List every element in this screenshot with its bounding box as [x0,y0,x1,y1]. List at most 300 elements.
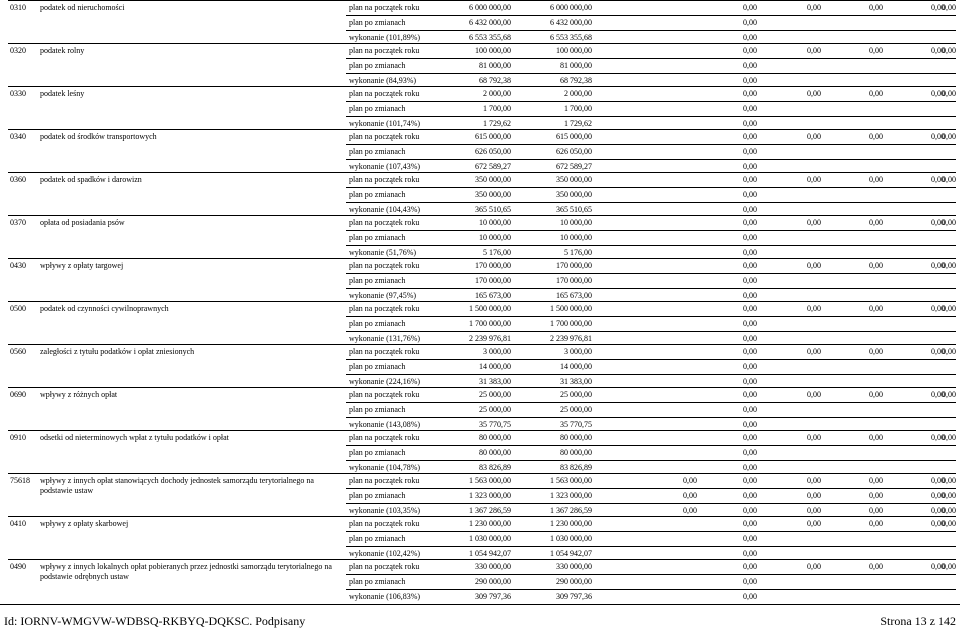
amount-cell: 0,00 [743,347,757,356]
amount-cell: 0,00 [931,519,945,528]
table-row [8,172,956,216]
amount-cell: 0,00 [743,390,757,399]
amount-cell: 0,00 [743,333,757,343]
amount-cell: 83 826,89 [479,462,511,472]
value-line [346,431,956,445]
amount-cell: 0,00 [743,462,757,472]
amount-cell: 0,00 [931,433,945,442]
classification-code: 0330 [10,89,26,98]
amount-cell: 0,00 [869,519,883,528]
income-name: podatek leśny [40,89,85,98]
amount-cell: 0,00 [743,61,757,71]
amount-cell: 0,00 [807,562,821,571]
value-line [346,173,956,187]
amount-cell: 0,00 [807,476,821,485]
amount-cell: 0,00 [743,46,757,55]
amount-cell: 1 030 000,00 [469,534,511,544]
amount-cell: 0,00 [942,562,956,571]
amount-cell: 14 000,00 [479,362,511,372]
amount-cell: 0,00 [869,132,883,141]
line-label: wykonanie (103,35%) [349,505,421,515]
line-label: plan po zmianach [349,104,406,114]
amount-cell: 1 230 000,00 [469,519,511,528]
amount-cell: 0,00 [869,261,883,270]
amount-cell: 0,00 [869,390,883,399]
amount-cell: 100 000,00 [556,46,592,55]
table-row [8,258,956,302]
amount-cell: 1 500 000,00 [469,304,511,313]
amount-cell: 35 770,75 [560,419,592,429]
line-label: wykonanie (102,42%) [349,548,421,558]
amount-cell: 0,00 [743,577,757,587]
amount-cell: 0,00 [743,548,757,558]
classification-code: 0560 [10,347,26,356]
line-label: plan po zmianach [349,405,406,415]
amount-cell: 615 000,00 [556,132,592,141]
amount-cell: 25 000,00 [479,390,511,399]
amount-cell: 672 589,27 [475,161,511,171]
amount-cell: 365 510,65 [556,204,592,214]
line-label: plan po zmianach [349,18,406,28]
amount-cell: 0,00 [807,89,821,98]
amount-cell: 290 000,00 [556,577,592,587]
amount-cell: 1 729,62 [483,118,511,128]
amount-cell: 80 000,00 [479,433,511,442]
table-row [8,215,956,259]
value-line [346,302,956,316]
amount-cell: 1 323 000,00 [469,491,511,501]
value-line [346,273,956,288]
amount-cell: 0,00 [942,390,956,399]
value-line [346,359,956,374]
amount-cell: 0,00 [743,491,757,501]
amount-cell: 0,00 [931,89,945,98]
amount-cell: 626 050,00 [475,147,511,157]
value-line [346,230,956,245]
value-line [346,560,956,574]
line-label: plan na początek roku [349,218,420,227]
classification-code: 0690 [10,390,26,399]
document-id: Id: IORNV-WMGVW-WDBSQ-RKBYQ-DQKSC. Podpisany [4,614,306,628]
amount-cell: 0,00 [931,390,945,399]
amount-cell: 6 000 000,00 [550,3,592,12]
amount-cell: 0,00 [869,433,883,442]
classification-code: 0310 [10,3,26,12]
amount-cell: 0,00 [942,476,956,485]
amount-cell: 5 176,00 [564,247,592,257]
amount-cell: 0,00 [807,304,821,313]
amount-cell: 0,00 [869,562,883,571]
amount-cell: 0,00 [869,347,883,356]
amount-cell: 0,00 [942,261,956,270]
amount-cell: 0,00 [743,132,757,141]
value-line [346,474,956,488]
amount-cell: 1 729,62 [564,118,592,128]
amount-cell: 1 030 000,00 [550,534,592,544]
value-line [346,574,956,589]
amount-cell: 0,00 [931,46,945,55]
amount-cell: 615 000,00 [475,132,511,141]
amount-cell: 31 383,00 [479,376,511,386]
amount-cell: 0,00 [807,218,821,227]
amount-cell: 0,00 [807,46,821,55]
amount-cell: 0,00 [743,319,757,329]
line-label: plan na początek roku [349,433,420,442]
line-label: plan po zmianach [349,147,406,157]
amount-cell: 0,00 [931,3,945,12]
amount-cell: 0,00 [869,304,883,313]
amount-cell: 1 700 000,00 [550,319,592,329]
value-line [346,388,956,402]
amount-cell: 0,00 [931,218,945,227]
value-line [346,87,956,101]
line-label: plan po zmianach [349,491,406,501]
amount-cell: 0,00 [869,218,883,227]
amount-cell: 0,00 [869,491,883,501]
line-label: wykonanie (97,45%) [349,290,417,300]
line-label: wykonanie (143,08%) [349,419,421,429]
amount-cell: 2 239 976,81 [550,333,592,343]
line-label: wykonanie (101,74%) [349,118,421,128]
amount-cell: 0,00 [807,519,821,528]
line-label: wykonanie (106,83%) [349,591,421,601]
value-line [346,144,956,159]
amount-cell: 0,00 [931,491,945,501]
classification-code: 0340 [10,132,26,141]
amount-cell: 309 797,36 [475,591,511,601]
amount-cell: 0,00 [869,89,883,98]
amount-cell: 3 000,00 [483,347,511,356]
line-label: plan po zmianach [349,577,406,587]
line-label: plan na początek roku [349,304,420,313]
amount-cell: 0,00 [683,476,697,485]
line-label: plan na początek roku [349,46,420,55]
amount-cell: 1 367 286,59 [550,505,592,515]
amount-cell: 1 054 942,07 [469,548,511,558]
amount-cell: 0,00 [869,175,883,184]
amount-cell: 0,00 [931,175,945,184]
amount-cell: 0,00 [807,3,821,12]
table-row [8,301,956,345]
value-line [346,101,956,116]
amount-cell: 1 563 000,00 [550,476,592,485]
value-line [346,488,956,503]
amount-cell: 0,00 [743,534,757,544]
amount-cell: 80 000,00 [560,448,592,458]
amount-cell: 0,00 [931,304,945,313]
amount-cell: 672 589,27 [556,161,592,171]
amount-cell: 6 432 000,00 [469,18,511,28]
amount-cell: 6 432 000,00 [550,18,592,28]
amount-cell: 2 000,00 [564,89,592,98]
amount-cell: 68 792,38 [479,75,511,85]
income-name: podatek rolny [40,46,85,55]
amount-cell: 6 000 000,00 [469,3,511,12]
amount-cell: 0,00 [942,175,956,184]
amount-cell: 0,00 [743,519,757,528]
amount-cell: 0,00 [869,505,883,515]
amount-cell: 0,00 [743,233,757,243]
line-label: plan na początek roku [349,562,420,571]
amount-cell: 626 050,00 [556,147,592,157]
line-label: wykonanie (107,43%) [349,161,421,171]
line-label: plan na początek roku [349,476,420,485]
line-label: wykonanie (104,43%) [349,204,421,214]
amount-cell: 0,00 [942,433,956,442]
line-label: plan na początek roku [349,347,420,356]
amount-cell: 309 797,36 [556,591,592,601]
amount-cell: 0,00 [743,505,757,515]
amount-cell: 1 323 000,00 [550,491,592,501]
line-label: plan na początek roku [349,89,420,98]
amount-cell: 5 176,00 [483,247,511,257]
amount-cell: 0,00 [942,3,956,12]
line-label: wykonanie (51,76%) [349,247,417,257]
amount-cell: 350 000,00 [556,175,592,184]
line-label: plan na początek roku [349,519,420,528]
amount-cell: 0,00 [942,89,956,98]
line-label: plan po zmianach [349,61,406,71]
amount-cell: 0,00 [807,491,821,501]
amount-cell: 83 826,89 [560,462,592,472]
amount-cell: 0,00 [931,505,945,515]
amount-cell: 290 000,00 [475,577,511,587]
value-line [346,531,956,546]
line-label: wykonanie (104,78%) [349,462,421,472]
amount-cell: 0,00 [931,476,945,485]
amount-cell: 0,00 [743,433,757,442]
classification-code: 0910 [10,433,26,442]
classification-code: 0370 [10,218,26,227]
amount-cell: 350 000,00 [475,175,511,184]
classification-code: 75618 [10,476,30,485]
line-label: wykonanie (224,16%) [349,376,421,386]
income-name: wpływy z innych lokalnych opłat pobieranych przez jednostki samorządu terytorialnego na podstawie odrębnych ustaw [40,562,332,581]
table-row [8,430,956,474]
amount-cell: 0,00 [743,32,757,42]
line-label: plan po zmianach [349,534,406,544]
amount-cell: 0,00 [743,89,757,98]
amount-cell: 100 000,00 [475,46,511,55]
amount-cell: 0,00 [931,562,945,571]
amount-cell: 68 792,38 [560,75,592,85]
line-label: plan na początek roku [349,261,420,270]
amount-cell: 0,00 [743,376,757,386]
amount-cell: 0,00 [931,261,945,270]
value-line [346,1,956,15]
income-name: podatek od czynności cywilnoprawnych [40,304,169,313]
amount-cell: 81 000,00 [479,61,511,71]
amount-cell: 0,00 [743,247,757,257]
amount-cell: 0,00 [807,261,821,270]
amount-cell: 25 000,00 [560,405,592,415]
line-label: plan po zmianach [349,276,406,286]
amount-cell: 3 000,00 [564,347,592,356]
table-row [8,129,956,173]
line-label: wykonanie (131,76%) [349,333,421,343]
amount-cell: 1 700,00 [564,104,592,114]
amount-cell: 1 500 000,00 [550,304,592,313]
line-label: wykonanie (101,89%) [349,32,421,42]
income-name: odsetki od nieterminowych wpłat z tytułu podatków i opłat [40,433,229,442]
amount-cell: 0,00 [743,75,757,85]
amount-cell: 0,00 [743,147,757,157]
amount-cell: 0,00 [743,290,757,300]
amount-cell: 31 383,00 [560,376,592,386]
amount-cell: 0,00 [743,175,757,184]
amount-cell: 10 000,00 [479,233,511,243]
line-label: plan po zmianach [349,319,406,329]
income-name: opłata od posiadania psów [40,218,125,227]
page-number: Strona 13 z 142 [880,614,956,628]
amount-cell: 0,00 [743,261,757,270]
amount-cell: 0,00 [743,3,757,12]
amount-cell: 0,00 [807,390,821,399]
amount-cell: 80 000,00 [479,448,511,458]
amount-cell: 0,00 [743,104,757,114]
classification-code: 0490 [10,562,26,571]
classification-code: 0430 [10,261,26,270]
amount-cell: 0,00 [942,46,956,55]
amount-cell: 1 700,00 [483,104,511,114]
value-line [346,402,956,417]
amount-cell: 0,00 [743,562,757,571]
amount-cell: 1 230 000,00 [550,519,592,528]
amount-cell: 0,00 [807,132,821,141]
amount-cell: 0,00 [942,132,956,141]
line-label: plan po zmianach [349,362,406,372]
amount-cell: 165 673,00 [556,290,592,300]
income-name: zaległości z tytułu podatków i opłat zniesionych [40,347,195,356]
table-row [8,516,956,560]
amount-cell: 2 239 976,81 [469,333,511,343]
income-name: podatek od nieruchomości [40,3,125,12]
income-name: wpływy z opłaty targowej [40,261,124,270]
amount-cell: 0,00 [743,362,757,372]
amount-cell: 0,00 [743,118,757,128]
amount-cell: 0,00 [942,505,956,515]
amount-cell: 1 367 286,59 [469,505,511,515]
amount-cell: 0,00 [743,161,757,171]
amount-cell: 14 000,00 [560,362,592,372]
line-label: plan po zmianach [349,190,406,200]
value-line [346,259,956,273]
line-label: plan po zmianach [349,448,406,458]
amount-cell: 330 000,00 [556,562,592,571]
amount-cell: 0,00 [942,519,956,528]
value-line [346,345,956,359]
amount-cell: 6 553 355,68 [469,32,511,42]
amount-cell: 0,00 [807,505,821,515]
amount-cell: 330 000,00 [475,562,511,571]
amount-cell: 0,00 [743,405,757,415]
table-row [8,43,956,87]
amount-cell: 35 770,75 [479,419,511,429]
income-name: wpływy z różnych opłat [40,390,118,399]
line-label: plan na początek roku [349,175,420,184]
amount-cell: 0,00 [743,476,757,485]
amount-cell: 0,00 [869,3,883,12]
amount-cell: 0,00 [743,591,757,601]
page-footer [0,604,960,632]
table-row [8,473,956,517]
amount-cell: 0,00 [683,491,697,501]
amount-cell: 170 000,00 [475,276,511,286]
value-line [346,15,956,30]
amount-cell: 0,00 [743,276,757,286]
amount-cell: 0,00 [931,132,945,141]
amount-cell: 0,00 [807,347,821,356]
value-line [346,216,956,230]
line-label: plan na początek roku [349,132,420,141]
income-name: podatek od spadków i darowizn [40,175,142,184]
amount-cell: 0,00 [942,347,956,356]
amount-cell: 0,00 [942,218,956,227]
amount-cell: 0,00 [743,204,757,214]
value-line [346,44,956,58]
amount-cell: 1 700 000,00 [469,319,511,329]
amount-cell: 0,00 [869,46,883,55]
classification-code: 0360 [10,175,26,184]
line-label: plan na początek roku [349,3,420,12]
amount-cell: 0,00 [743,218,757,227]
classification-code: 0500 [10,304,26,313]
value-line [346,445,956,460]
line-label: wykonanie (84,93%) [349,75,417,85]
amount-cell: 170 000,00 [475,261,511,270]
classification-code: 0410 [10,519,26,528]
amount-cell: 350 000,00 [475,190,511,200]
line-label: plan po zmianach [349,233,406,243]
amount-cell: 365 510,65 [475,204,511,214]
table-row [8,344,956,388]
value-line [346,130,956,144]
amount-cell: 0,00 [942,491,956,501]
amount-cell: 2 000,00 [483,89,511,98]
amount-cell: 0,00 [942,304,956,313]
table-row [8,0,956,44]
amount-cell: 1 563 000,00 [469,476,511,485]
value-line [346,187,956,202]
line-label: plan na początek roku [349,390,420,399]
value-line [346,517,956,531]
amount-cell: 25 000,00 [560,390,592,399]
amount-cell: 10 000,00 [560,218,592,227]
amount-cell: 80 000,00 [560,433,592,442]
amount-cell: 170 000,00 [556,261,592,270]
table-row [8,559,956,603]
income-name: podatek od środków transportowych [40,132,157,141]
value-line [346,58,956,73]
amount-cell: 0,00 [743,419,757,429]
value-line [346,316,956,331]
amount-cell: 0,00 [807,175,821,184]
table-row [8,387,956,431]
classification-code: 0320 [10,46,26,55]
amount-cell: 10 000,00 [560,233,592,243]
amount-cell: 350 000,00 [556,190,592,200]
amount-cell: 6 553 355,68 [550,32,592,42]
amount-cell: 10 000,00 [479,218,511,227]
amount-cell: 1 054 942,07 [550,548,592,558]
amount-cell: 0,00 [869,476,883,485]
amount-cell: 81 000,00 [560,61,592,71]
amount-cell: 170 000,00 [556,276,592,286]
amount-cell: 0,00 [743,448,757,458]
income-name: wpływy z innych opłat stanowiących dochody jednostek samorządu terytorialnego na podstawie ustaw [40,476,314,495]
amount-cell: 0,00 [807,433,821,442]
amount-cell: 0,00 [743,18,757,28]
